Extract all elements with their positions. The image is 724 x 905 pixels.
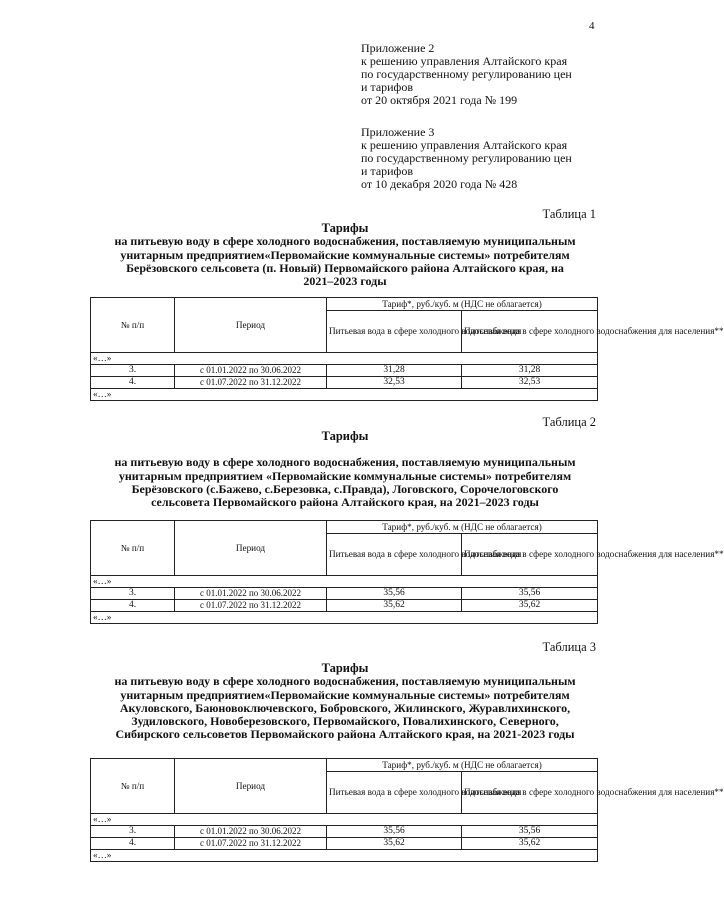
title-line: на питьевую воду в сфере холодного водоснабжения, поставляемую муниципальным [114,674,576,689]
cell-drinking: 35,62 [327,600,462,612]
appendix-line: Приложение 3 [361,125,435,139]
table-row [91,365,598,377]
cell-period: с 01.07.2022 по 31.12.2022 [175,377,327,389]
table-row [91,600,598,612]
header-population [462,534,724,576]
header-tariff: Тариф*, руб./куб. м (НДС не облагается) [327,298,598,311]
cell-no: 4. [91,838,175,850]
cell-population: 35,56 [462,588,598,600]
title-line: на питьевую воду в сфере холодного водоснабжения, поставляемую муниципальным [114,234,576,249]
cell-no: 4. [91,377,175,389]
cell-no: 4. [91,600,175,612]
cell-period: с 01.01.2022 по 30.06.2022 [175,826,327,838]
title-line: Сибирского сельсоветов Первомайского района Алтайского края, на 2021-2023 годы [115,727,575,742]
header-population-suffix: для населения** [658,549,724,560]
table-row [91,588,598,600]
header-population-text: Питьевая вода в сфере холодного водоснабжения [464,326,657,337]
table-row [91,377,598,389]
cell-no: 3. [91,365,175,377]
header-no: № п/п [91,759,175,814]
title-line: унитарным предприятием «Первомайские коммунальные системы» потребителям [118,468,572,483]
cell-drinking: 31,28 [327,365,462,377]
cell-no: 3. [91,588,175,600]
appendix-line: Приложение 2 [361,41,435,55]
header-population [462,772,724,814]
table-1-caption: Таблица 1 [542,207,596,221]
header-population-suffix: для населения** [658,326,724,337]
title-line: Акуловского, Баюновоключевского, Бобровского, Жилинского, Журавлихинского, [119,700,571,715]
cell-period: с 01.01.2022 по 30.06.2022 [175,365,327,377]
cell-drinking: 35,62 [327,838,462,850]
ellipsis-row: «…» [91,612,598,624]
cell-drinking: 35,56 [327,588,462,600]
cell-drinking: 32,53 [327,377,462,389]
table-3-title [60,662,630,742]
ellipsis-row: «…» [91,576,598,588]
table-row [91,826,598,838]
title-line: 2021–2023 годы [303,274,387,289]
appendix-line: по государственному регулированию цен [361,151,572,165]
header-period: Период [175,298,327,353]
cell-population: 32,53 [462,377,598,389]
cell-population: 35,62 [462,600,598,612]
title-line: Берёзовского (с.Бажево, с.Березовка, с.Правда), Логовского, Сорочелоговского [131,481,559,496]
title-line: Зудиловского, Новоберезовского, Первомайского, Повалихинского, Северного, [131,714,559,729]
cell-period: с 01.07.2022 по 31.12.2022 [175,838,327,850]
tariff-heading: Тарифы [321,221,369,235]
tariff-heading: Тарифы [321,661,369,675]
ellipsis-row: «…» [91,389,598,401]
appendix-line: по государственному регулированию цен [361,67,572,81]
ellipsis-row: «…» [91,850,598,862]
table-1-title [60,222,630,288]
appendix-line: к решению управления Алтайского края [361,138,568,152]
header-no: № п/п [91,521,175,576]
header-drinking-water: Питьевая вода в сфере холодного водоснабжения [327,311,462,353]
cell-population: 35,56 [462,826,598,838]
table-2-caption: Таблица 2 [542,415,596,429]
appendix-line: к решению управления Алтайского края [361,54,568,68]
title-line: на питьевую воду в сфере холодного водоснабжения, поставляемую муниципальным [114,455,576,470]
cell-population: 35,62 [462,838,598,850]
header-population-suffix: для населения** [658,787,724,798]
header-period: Период [175,521,327,576]
header-population-text: Питьевая вода в сфере холодного водоснабжения [464,787,657,798]
header-drinking-water: Питьевая вода в сфере холодного водоснабжения [327,534,462,576]
appendix-line: от 10 декабря 2020 года № 428 [361,177,518,191]
cell-population: 31,28 [462,365,598,377]
cell-no: 3. [91,826,175,838]
title-line: унитарным предприятием«Первомайские коммунальные системы» потребителям [120,247,570,262]
header-no: № п/п [91,298,175,353]
header-population-text: Питьевая вода в сфере холодного водоснабжения [464,549,657,560]
tariff-table-3 [90,758,724,862]
header-tariff: Тариф*, руб./куб. м (НДС не облагается) [327,759,598,772]
header-population [462,311,724,353]
table-3-caption: Таблица 3 [542,640,596,654]
title-line: Берёзовского сельсовета (п. Новый) Первомайского района Алтайского края, на [126,260,564,275]
table-2-title [60,430,630,509]
header-drinking-water: Питьевая вода в сфере холодного водоснабжения [327,772,462,814]
ellipsis-row: «…» [91,353,598,365]
ellipsis-row: «…» [91,814,598,826]
tariff-heading: Тарифы [321,429,369,443]
tariff-table-1 [90,297,724,401]
appendix-line: и тарифов [361,80,414,94]
appendix-3-header [361,126,631,191]
tariff-table-2 [90,520,724,624]
cell-period: с 01.07.2022 по 31.12.2022 [175,600,327,612]
table-row [91,838,598,850]
title-line: унитарным предприятием«Первомайские коммунальные системы» потребителям [120,687,570,702]
appendix-2-header [361,42,631,107]
appendix-line: от 20 октября 2021 года № 199 [361,93,518,107]
header-period: Период [175,759,327,814]
header-tariff: Тариф*, руб./куб. м (НДС не облагается) [327,521,598,534]
title-line: сельсовета Первомайского района Алтайского края, на 2021–2023 годы [151,495,539,510]
cell-period: с 01.01.2022 по 30.06.2022 [175,588,327,600]
appendix-line: и тарифов [361,164,414,178]
page-number: 4 [589,20,595,32]
cell-drinking: 35,56 [327,826,462,838]
